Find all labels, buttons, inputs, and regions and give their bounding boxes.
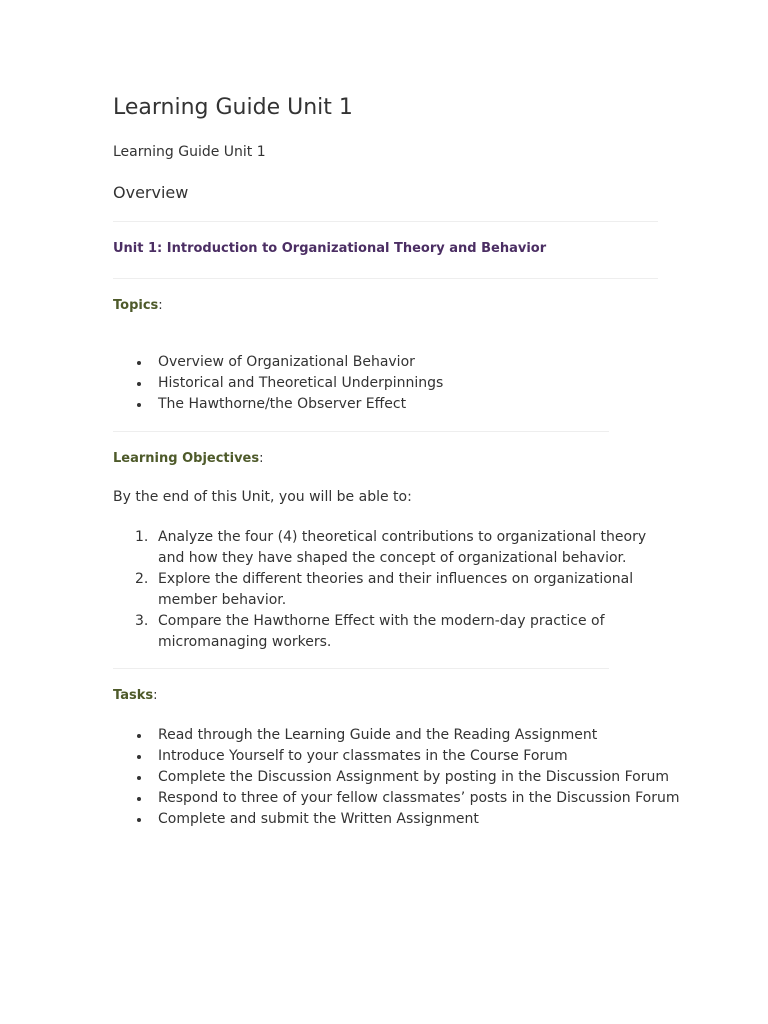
divider [113,278,658,279]
objectives-label [113,451,264,466]
objectives-label-colon: : [259,451,264,466]
list-item: Introduce Yourself to your classmates in the Course Forum [113,746,680,767]
page-subtitle: Learning Guide Unit 1 [113,144,266,160]
list-item: Respond to three of your fellow classmates’ posts in the Discussion Forum [113,788,680,809]
list-item: Historical and Theoretical Underpinnings [113,373,443,394]
objectives-list [113,527,658,653]
list-item: Overview of Organizational Behavior [113,352,443,373]
unit-heading: Unit 1: Introduction to Organizational Theory and Behavior [113,241,547,256]
tasks-label [113,688,157,703]
item-number: 2. [135,571,149,587]
tasks-label-text: Tasks [113,688,154,703]
list-item [113,569,658,611]
divider [113,221,658,222]
objectives-label-text: Learning Objectives [113,451,260,466]
list-item: Complete and submit the Written Assignment [113,809,680,830]
tasks-list [113,725,680,830]
divider [113,668,609,669]
item-number: 3. [135,613,149,629]
list-item [113,527,658,569]
topics-label-colon: : [158,298,163,313]
list-item: Read through the Learning Guide and the Reading Assignment [113,725,680,746]
divider [113,431,609,432]
item-text: Analyze the four (4) theoretical contributions to organizational theory and how they have shaped the concept of organizational behavior. [158,529,647,566]
list-item [113,611,658,653]
item-number: 1. [135,529,149,545]
list-item: Complete the Discussion Assignment by posting in the Discussion Forum [113,767,680,788]
objectives-intro: By the end of this Unit, you will be able to: [113,489,412,505]
topics-list [113,352,443,415]
topics-label-text: Topics [113,298,159,313]
list-item: The Hawthorne/the Observer Effect [113,394,443,415]
page-title: Learning Guide Unit 1 [113,95,353,120]
topics-label [113,298,163,313]
overview-heading: Overview [113,183,189,202]
item-text: Explore the different theories and their influences on organizational member behavior. [158,571,634,608]
tasks-label-colon: : [153,688,158,703]
item-text: Compare the Hawthorne Effect with the modern-day practice of micromanaging workers. [158,613,605,650]
